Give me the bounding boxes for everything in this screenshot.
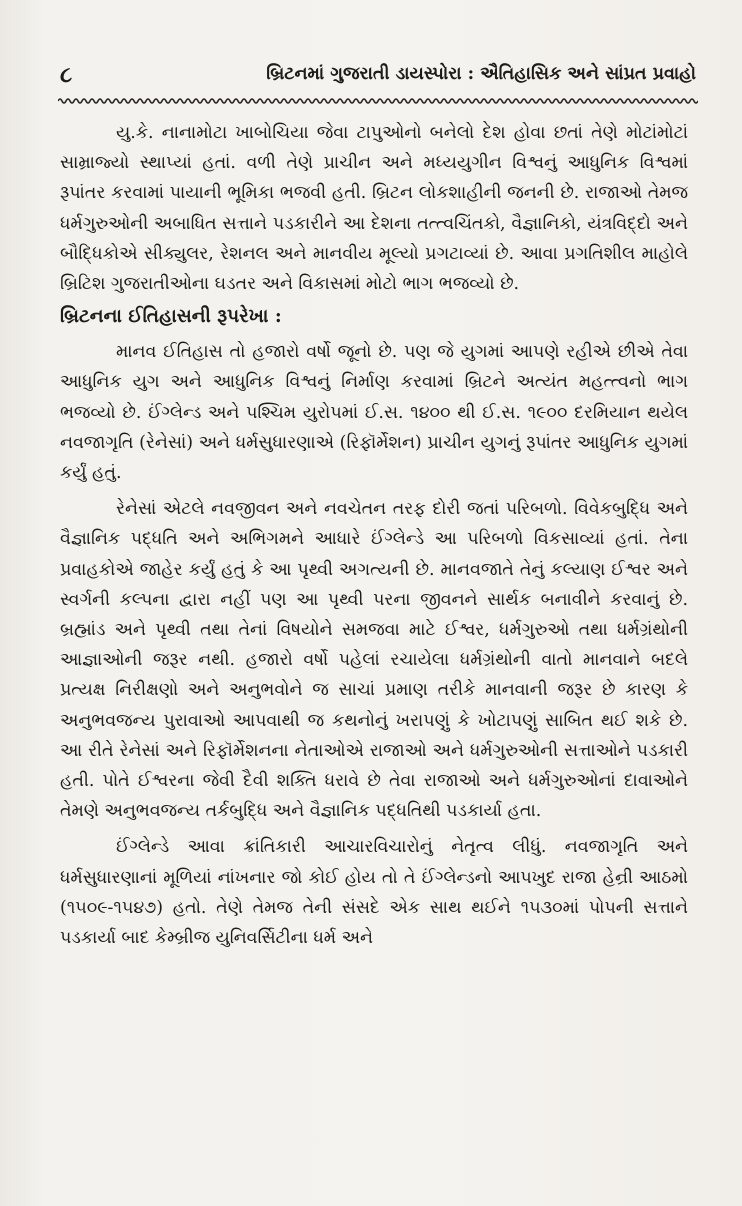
paragraph-renaissance: રેનેસાં એટલે નવજીવન અને નવચેતન તરફ દોરી જતાં પરિબળો. વિવેકબુદ્ધિ અને વૈજ્ઞાનિક પદ્ધતિ અને અભિગમને આધારે ઈંગ્લેન્ડે આ પરિબળો વિકસાવ્યાં હતાં. તેના પ્રવાહકોએ જાહેર કર્યું હતું કે આ પૃથ્વી અગત્યની છે. માનવજાતે તેનું કલ્યાણ ઈશ્વર અને સ્વર્ગની કલ્પના દ્વારા નહીં પણ આ પૃથ્વી પરના જીવનને સાર્થક બનાવીને કરવાનું છે. બ્રહ્માંડ અને પૃથ્વી તથા તેનાં વિષયોને સમજવા માટે ઈશ્વર, ધર્મગુરુઓ તથા ધર્મગ્રંથોની આજ્ઞાઓની જરૂર નથી. હજારો વર્ષો પહેલાં રચાયેલા ધર્મગ્રંથોની વાતો માનવાને બદલે પ્રત્યક્ષ નિરીક્ષણો અને અનુભવોને જ સાચાં પ્રમાણ તરીકે માનવાની જરૂર છે કારણ કે અનુભવજન્ય પુરાવાઓ આપવાથી જ કથનોનું ખરાપણું કે ખોટાપણું સાબિત થઈ શકે છે. આ રીતે રેનેસાં અને રિફૉર્મેશનના નેતાઓએ રાજાઓ અને ધર્મગુરુઓની સત્તાઓને પડકારી હતી. પોતે ઈશ્વરના જેવી દૈવી શક્તિ ધરાવે છે તેવા રાજાઓ અને ધર્મગુરુઓનાં દાવાઓને તેમણે અનુભવજન્ય તર્કબુદ્ધિ અને વૈજ્ઞાનિક પદ્ધતિથી પડકાર્યા હતા. <box>60 499 688 822</box>
paragraph-intro: યુ.કે. નાનામોટા ખાબોચિયા જેવા ટાપુઓનો બનેલો દેશ હોવા છતાં તેણે મોટાંમોટાં સામ્રાજ્યો સ્થાપ્યાં હતાં. વળી તેણે પ્રાચીન અને મધ્યયુગીન વિશ્વનું આધુનિક વિશ્વમાં રૂપાંતર કરવામાં પાયાની ભૂમિકા ભજવી હતી. બ્રિટન લોકશાહીની જનની છે. રાજાઓ તેમજ ધર્મગુરુઓની અબાધિત સત્તાને પડકારીને આ દેશના તત્ત્વચિંતકો, વૈજ્ઞાનિકો, યંત્રવિદ્દો અને બૌદ્ધિકોએ સીક્યુલર, રેશનલ અને માનવીય મૂલ્યો પ્રગટાવ્યાં છે. આવા પ્રગતિશીલ માહોલે બ્રિટિશ ગુજરાતીઓના ઘડતર અને વિકાસમાં મોટો ભાગ ભજવ્યો છે. <box>60 123 688 295</box>
wavy-divider <box>58 96 698 106</box>
page-header <box>60 62 696 100</box>
body-text <box>60 118 688 953</box>
running-title: બ્રિટનમાં ગુજરાતી ડાયસ્પોરા : ઐતિહાસિક અને સાંપ્રત પ્રવાહો <box>266 64 696 84</box>
paragraph-england: ઈંગ્લેન્ડે આવા ક્રાંતિકારી આચારવિચારોનું નેતૃત્વ લીધું. નવજાગૃતિ અને ધર્મસુધારણાનાં મૂળિયાં નાંખનાર જો કોઈ હોય તો તે ઈંગ્લેન્ડનો આપખુદ રાજા હેન્રી આઠમો (૧૫૦૯-૧૫૪૭) હતો. તેણે તેમજ તેની સંસદે એક સાથ થઈને ૧૫૩૦માં પોપની સત્તાને પડકાર્યા બાદ કેમ્બ્રીજ યુનિવર્સિટીના ધર્મ અને <box>60 837 688 949</box>
section-heading: બ્રિટનના ઈતિહાસની રૂપરેખા : <box>60 306 282 328</box>
page-number: ૮ <box>60 62 73 88</box>
paragraph-history: માનવ ઈતિહાસ તો હજારો વર્ષો જૂનો છે. પણ જે યુગમાં આપણે રહીએ છીએ તેવા આધુનિક યુગ અને આધુનિક વિશ્વનું નિર્માણ કરવામાં બ્રિટને અત્યંત મહત્ત્વનો ભાગ ભજવ્યો છે. ઈંગ્લેન્ડ અને પશ્ચિમ યુરોપમાં ઈ.સ. ૧૪૦૦ થી ઈ.સ. ૧૯૦૦ દરમિયાન થયેલ નવજાગૃતિ (રેનેસાં) અને ધર્મસુધારણાએ (રિફૉર્મેશન) પ્રાચીન યુગનું રૂપાંતર આધુનિક યુગમાં કર્યું હતું. <box>60 342 688 484</box>
